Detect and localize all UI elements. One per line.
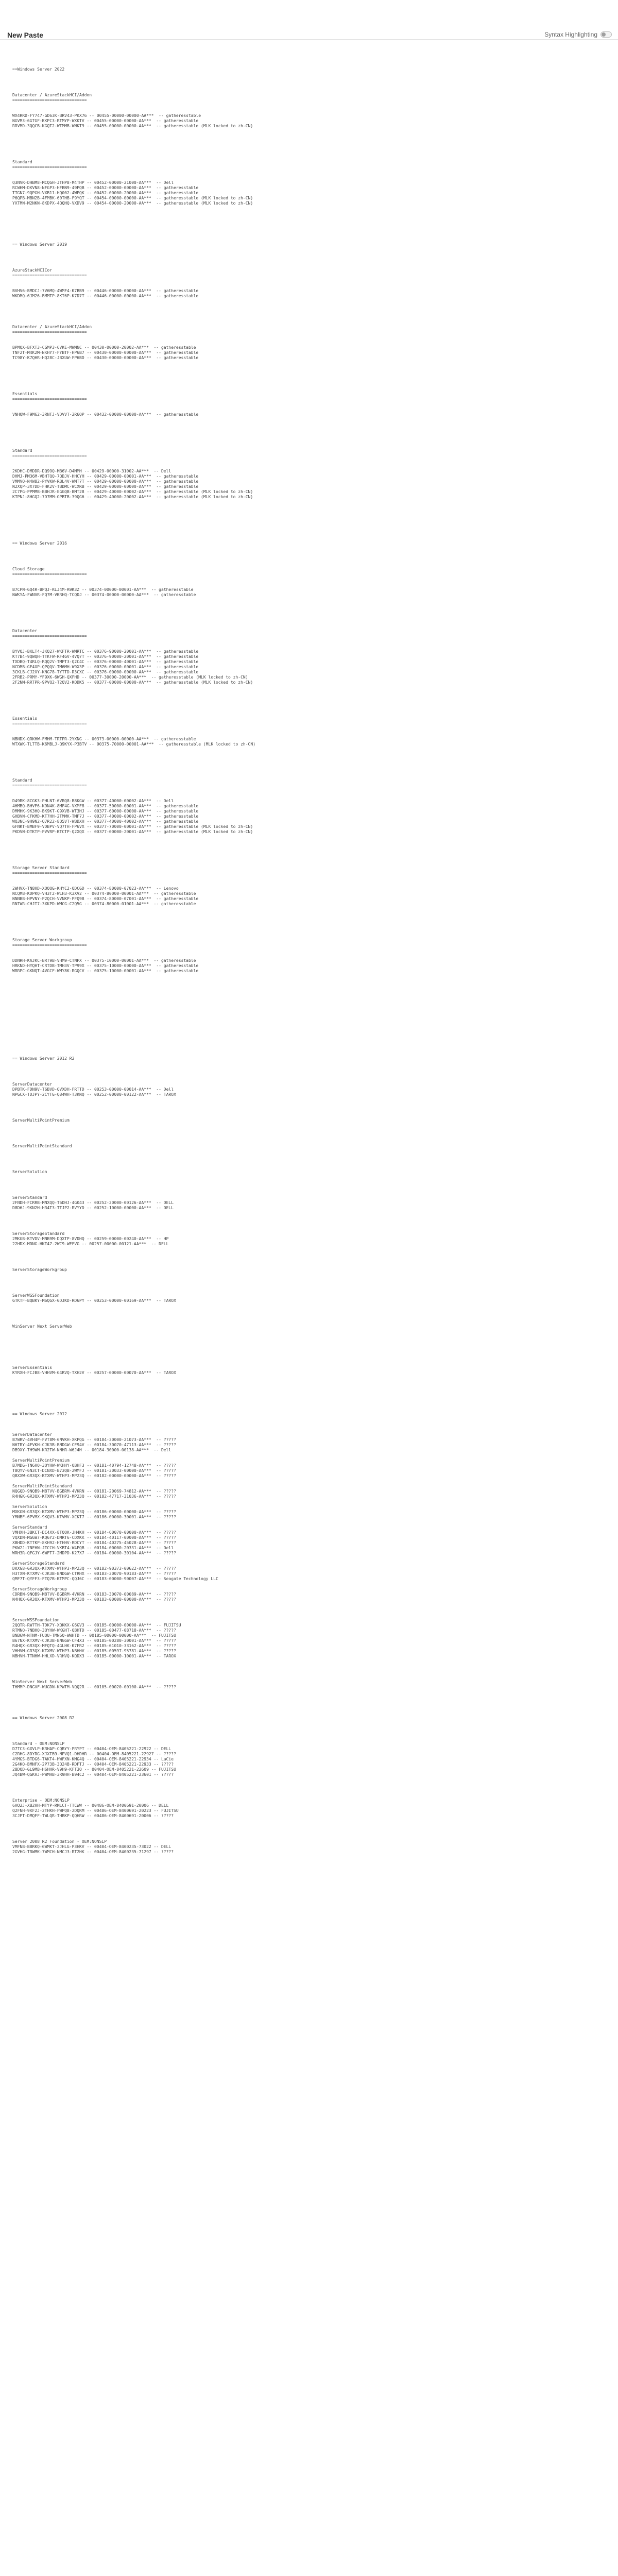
syntax-highlighting-label: Syntax Highlighting — [544, 31, 597, 38]
page-title: New Paste — [7, 31, 44, 39]
paste-content[interactable]: ==Windows Server 2022 Datacenter / AzureStackHCI/Addon ============================== WX4RRD-FY747-GD63K-BRV43-PKX76 -- 00455-00000-00000-AA*** -- gatheresstable NGVM3-6GTGF-KKPC3-RTMYP-WXKTV -- 00455-00000-00000-AA*** -- gatheresstable RRVMD-3QQCB-KGQT2-WTMMB-WNKT9 -- 00455-00000-00000-AA*** -- gatheresstable (MLK locked to zh-CN) Standard ============================== Q3NVR-DHBM8-MCQGH-JTHP8-M4THP -- 00452-00000-21000-AA*** -- Dell RCWHM-DKVN8-NFGP3-HFBN9-49PQB -- 00452-00000-00000-AA*** -- gatheresstable TTGN7-9QPGH-VXB11-HQ002-4WPQK -- 00452-00000-20000-AA*** -- gatheresstable P6QPB-MBN2B-4FMBK-60THB-F9YQT -- 00454-00000-00000-AA*** -- gatheresstable (MLK locked to zh-CN) YXTMN-M2NKN-8KDPX-4QQHQ-VXDV9 -- 00454-00000-20000-AA*** -- gatheresstable (MLK locked to zh-CN) == Windows Server 2019 AzureStackHCICor ============================== BVHV6-BMDCJ-7V6MQ-4WMF4-K7BB9 -- 00446-00000-00000-AA*** -- gatheresstable WKDMQ-6JM26-BMMTP-8KT6P-K7D7T -- 00446-00000-00000-AA*** -- gatheresstable Datacenter / AzureStackHCI/Addon ============================== BPMQX-BFXT3-CGMP3-6VKE-MWMNC -- 00430-00000-20002-AA*** -- gatheresstable TNF2T-M4K2M-NKHY7-FYBTF-HP6B7 -- 00430-00000-00000-AA*** -- gatheresstable TC98Y-K7QHR-HQ28C-JBXUW-FP6BD -- 00430-00000-00000-AA*** -- gatheresstable Essentials ============================== VNHQW-F9M62-3RNTJ-VDVVT-2R6QP -- 00432-00000-00000-AA*** -- gatheresstable Standard ============================== 2KDHC-DMDDR-DQ99Q-MB6V-D4MMH -- 00429-00000-31002-AA*** -- Dell DHMJ-PM36M-VBHTQQ-7QDJV-HHCYH -- 00429-00000-00001-AA*** -- gatheresstable VMMVQ-N4W82-PYVKW-RBL4V-WMT7T -- 00429-00000-00000-AA*** -- gatheresstable N2XQP-3X7DD-FHK2V-TBDMC-WCXRB -- 00429-00000-00000-AA*** -- gatheresstable 2C7PG-PPMMB-BBHJR-EGGQB-BMT28 -- 00429-40000-00002-AA*** -- gatheresstable (MLK locked to zh-CN) KTPNJ-8HGQ2-7D7MM-GPBTB-39QG6 -- 00429-40000-20002-AA*** -- gatheresstable (MLK locked to zh-CN) == Windows Server 2016 Cloud Storage ============================== B7CPN-GQ4R-BPQJ-KLJ4M-R9K3Z -- 00374-00000-00001-AA*** -- gatheresstable NWKYA-FWNVR-FQ7M-VKRHQ-TCQDJ -- 00374-00000-00000-AA*** -- gatheresstable Datacenter ============================== BYVQJ-BKLT4-JKQ27-WKFTR-WMRTC -- 00376-90000-20001-AA*** -- gatheresstable KT7B4-9QWQH-TTKFW-RF4GV-4VQ7T -- 00376-90000-20001-AA*** -- gatheresstable TXDBQ-T4RLQ-RQQ2V-TMPT3-Q2C4C -- 00376-00000-40001-AA*** -- gatheresstable NCDMB-GF4XP-QPQQV-TM6MH-W9X3P -- 00376-00000-00001-AA*** -- gatheresstable 3CKLB-CJ2XY-KNG78-TYTTD-R3CXC -- 00376-00000-00000-AA*** -- gatheresstable 2FRB2-PRMY-YF9XK-6WGH-QXFHD -- 00377-30000-20000-AA*** -- gatheresstable (MLK locked to zh-CN) 2F2NM-RRTPR-9PVQ2-T2QV2-KQDK5 -- 00377-00000-00000-AA*** -- gatheresstable (MLK locked to zh-CN) Essentials ============================== NBNDX-QRKHW-FMHM-TRTPR-2YXNG -- 00373-00000-00000-AA*** -- gatheresstable WTXWK-TLTTB-K6MBLJ-Q9KYX-P3BTV -- 00375-70000-00001-AA*** -- gatheresstable (MLK locked to zh-CN) Standard ============================== D49RK-8CGK3-PHLNT-6VRQ8-B8KGW -- 00377-40000-00002-AA*** -- Dell 4HMBQ-BHVF6-K9N4K-8MF4G-VXMF8 -- 00377-50000-00001-AA*** -- gatheresstable DMMHK-9K3HQ-BK9KT-G9XVB-WT3HJ -- 00377-60000-00000-AA*** -- gatheresstable GHBVN-CFKMD-KT7HH-2TMMK-TMF7J -- 00377-40000-00002-AA*** -- gatheresstable WQ3NC-9H9N2-Q7R22-8Q5VT-WBDXH -- 00377-40000-40002-AA*** -- gatheresstable GFNKT-BMBF9-VDBPV-VQ7TH-FP6VX -- 00377-70000-00001-AA*** -- gatheresstable (MLK locked to zh-CN) PKDVN-DTKTP-PVVRP-KTCTP-Q2XQX -- 00377-00000-20001-AA*** -- gatheresstable (MLK locked to zh-CN) Storage Server Standard ============================== 2WHVX-TN8HD-XQQQG-KHYC2-QDCGD -- 00374-80000-07023-AA*** -- Lenovo NCQMB-KDPKQ-VH3T2-WLH3-K3XV2 -- 00374-80000-00001-AA*** -- gatheresstable NNNBB-HPVNY-P2QCH-VVNKP-PFQ98 -- 00374-80000-07001-AA*** -- gatheresstable RNTWR-CHJT7-3XKPD-WMCG-C2Q5G -- 00374-80000-01001-AA*** -- gatheresstable Storage Server Workgroup ============================== DDNRH-KAJKC-BRT9B-VHM9-CTNPX -- 00375-10000-00001-AA*** -- gatheresstable HRKND-HYQHT-CRTDB-TMH3V-TP99X -- 00375-10000-00000-AA*** -- gatheresstable WRRPC-GKNQT-4VGCF-WMY8K-RGQCV -- 00375-10000-00001-AA*** -- gatheresstable == Windows Server 2012 R2 ServerDatacenter DPBTK-FDN9V-T6BVD-QVXDH-FRTTD -- 00253-00000-00014-AA*** -- Dell NPGCX-TDJPY-2CYTG-Q84WH-T3KNQ -- 00252-00000-00122-AA*** -- TAROX ServerMultiPointPremium ServerMultiPointStandard ServerSolution ServerStandard 2FNDH-FCRRB-MNXQQ-T6DHJ-4GK43 -- 00252-20000-00126-AA*** -- DELL D8D6J-9KN2H-HR4T3-TTJP2-RVYYD -- 00252-10000-00000-AA*** -- DELL ServerStorageStandard 2MKGB-KTVDV-MNB9M-DQXTP-8VDHQ -- 00259-00000-00240-AA*** -- HP 22HDX-MDNG-HKT47-2WC9-WFFVG -- 00257-00000-00121-AA*** -- DELL ServerStorageWorkgroup ServerWSSFoundation GTKTF-BQBKY-M6QGX-GDJKD-RD6PY -- 00253-00000-00169-AA*** -- TAROX WinServer Next ServerWeb ServerEssentials KYRXH-FCJB8-VHHVM-G4RVQ-TXH2V -- 00257-00000-00070-AA*** -- TAROX == Windows Server 2012 ServerDatacenter B7WRV-4VH4P-FVT8M-6NVKH-XKPQG -- 00184-30000-21073-AA*** -- ????? N6TRY-4FVKH-CJK3B-BNDGW-CF94V -- 00184-30070-47113-AA*** -- ????? DB9XY-TH9WM-KR2TW-NNHR-W6J4H -- 00184-30000-00138-AA*** -- Dell ServerMultiPointPremium B7MDG-TN6HQ-3QYHW-WKHHY-QBHF3 -- 00181-40794-12748-AA*** -- ????? T8QYV-6N3CT-DCNXD-B73QB-2WMFJ -- 00181-30033-00000-AA*** -- ????? QBXXW-GR3QX-KTXMV-WTHP3-MP23Q -- 00182-00000-00000-AA*** -- ????? ServerMultiPointStandard NQGQD-9NQB9-MBTVV-BGBRM-4VKRN -- 00181-20069-74812-AA*** -- ????? R4HGK-GR3QX-KTXMV-WTHP3-MP23Q -- 00182-47717-31036-AA*** -- ????? ServerSolution MXKGN-GR3QX-KTXMV-WTHP3-MP23Q -- 00186-00000-00000-AA*** -- ????? YMNBF-6PVMX-9KQV3-KTVMV-XCKT7 -- 00186-00000-30001-AA*** -- ????? ServerStandard VMHXH-3BKCT-DC4XX-8TQQK-JH4KH -- 00184-60070-00000-AA*** -- ????? VQXDN-MGGW7-KQ6Y2-DMRT6-CDXKK -- 00184-40117-00000-AA*** -- ????? XBHDD-KTTKP-8KH92-HTHHV-RDCYT -- 00184-40275-45028-AA*** -- ????? PKW2J-7NFHN-JTCCH-VKBT4-W4PQB -- 00184-00000-20331-AA*** -- Dell WRH3R-QFGJY-6WFT7-2MDPD-K27X7 -- 00184-00000-30104-AA*** -- ????? ServerStorageStandard DKXG8-GR3QX-KTXMV-WTHP3-MP23Q -- 00182-90373-00622-AA*** -- ????? H3TXN-KTXMV-CJK3B-BNDGW-CTRHX -- 00183-30070-90183-AA*** -- ????? QMF7T-QYFF3-FTQ7B-KTMPC-QQJ6C -- 00183-00000-90007-AA*** -- Seagate Technology LLC ServerStorageWorkgroup CDRBN-9NQB9-MBTVV-BGBRM-4VKRN -- 00183-30070-00089-AA*** -- ????? N4HQX-GR3QX-KTXMV-WTHP3-MP23Q -- 00183-00000-00000-AA*** -- ????? ServerWSSFoundation 2QQTR-RW7TH-TDK7Y-XQKKX-G6GV3 -- 00185-00000-00000-AA*** -- FUJITSU RTMNQ-7NBHQ-3QYHW-WKGHT-QBHTD -- 00185-00477-08718-AA*** -- ????? BNB6W-NTNM-FUQU-TMN6Q-WWHTD -- 00185-00000-00000-AA*** -- FUJITSU B67NX-KTXMV-CJK3B-BNGGW-CF4X3 -- 00185-00280-30001-AA*** -- ????? R4HQX-GR3QX-MFQTQ-4GLHK-K7FR2 -- 00185-61010-33162-AA*** -- ????? VHHVM-GR3QX-KTXMV-WTHP3-NBHHV -- 00185-00597-95781-AA*** -- ????? NBHVH-TTNHW-HHLXD-VRHVQ-KQDX3 -- 00185-00000-10001-AA*** -- TAROX WinServer Next ServerWeb THMMP-DNGVF-WUGDN-KPWTM-VQQ2R -- 00105-00020-00100-AA*** -- ????? == Windows Server 2008 R2 Standard - OEM:NONSLP D7TC3-GXVLP-KRHAP-CQRYY-PRYPT -- 00404-OEM-8405221-22922 -- DELL C2RHG-8DYRG-XJXTB9-NPVQ1-DHDHR -- 00404-OEM-8405221-22927 -- ????? 4YMGS-BTDG6-TAKT4-HWFXN-KMG4Q -- 00404-OEM-8405221-22934 -- LaCie 2G4KQ-BMNFX-2P73B-3Q24B-RDFTJ -- 00404-OEM-8405221-22933 -- ????? 28DQD-GL9MB-H6HHR-V9H9-KFT3Q -- 00404-OEM-8405221-22609 -- FUJITSU JQ4BW-QGKHJ-PWMHB-3R9HH-B94C2 -- 00404-OEM-8405221-23601 -- ????? Enterprise - OEM:NONSLP 6HQ2J-XB2HH-MTYP-RMLCT-TTCWW -- 00486-OEM-8400691-20006 -- DELL Q2FNH-9KF2J-2THKH-FWPQ8-2DQRM -- 00486-OEM-8400691-20223 -- FUJITSU 3CJPT-DMQFF-TWLQR-THRKP-QQHRW -- 00486-OEM-8400691-20006 -- ????? Server 2008 R2 Foundation - OEM:NONSLP VMFNB-B8RKQ-6WMKT-2JHLG-P3HKV -- 00404-OEM-8400235-73022 -- DELL 2GVHG-TRWMK-7WMCH-NMCJ3-RT2HK -- 00404-OEM-8400235-71297 -- ????? — [12, 67, 256, 1854]
toggle-switch-icon[interactable] — [600, 31, 612, 38]
syntax-highlighting-toggle[interactable] — [544, 31, 612, 38]
toggle-knob — [602, 32, 606, 37]
top-bar — [0, 0, 618, 40]
paste-body — [0, 46, 618, 2576]
